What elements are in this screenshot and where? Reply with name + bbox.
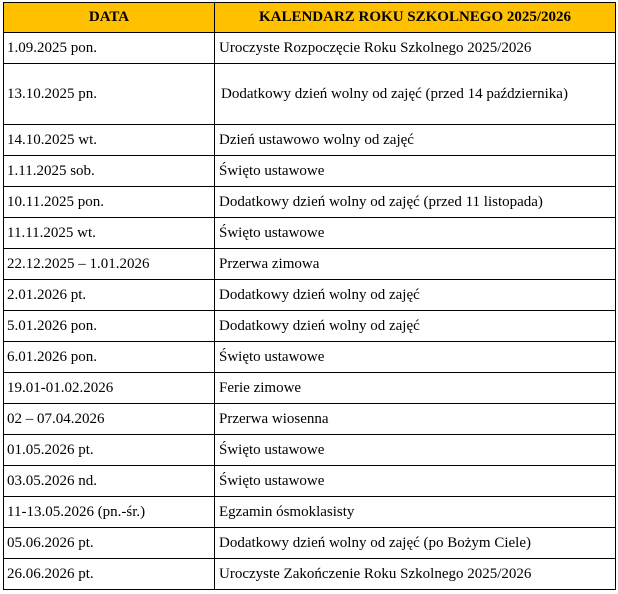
- table-row: [4, 435, 616, 466]
- row-event: Dodatkowy dzień wolny od zajęć: [215, 280, 616, 311]
- row-event: Przerwa zimowa: [215, 249, 616, 280]
- row-date: 11.11.2025 wt.: [4, 218, 215, 249]
- row-date: 5.01.2026 pon.: [4, 311, 215, 342]
- table-row: [4, 311, 616, 342]
- school-year-calendar-table: [3, 2, 616, 590]
- table-row: [4, 497, 616, 528]
- table-row: [4, 156, 616, 187]
- row-date: 19.01-01.02.2026: [4, 373, 215, 404]
- table-row: [4, 218, 616, 249]
- row-event: Dzień ustawowo wolny od zajęć: [215, 125, 616, 156]
- header-date: DATA: [4, 3, 215, 33]
- table-row: [4, 280, 616, 311]
- row-event: Święto ustawowe: [215, 156, 616, 187]
- row-event: Egzamin ósmoklasisty: [215, 497, 616, 528]
- row-event: Dodatkowy dzień wolny od zajęć (po Bożym Ciele): [215, 528, 616, 559]
- row-date: 2.01.2026 pt.: [4, 280, 215, 311]
- row-event: Święto ustawowe: [215, 435, 616, 466]
- table-row: [4, 528, 616, 559]
- row-date: 01.05.2026 pt.: [4, 435, 215, 466]
- table-row: [4, 466, 616, 497]
- row-event: Dodatkowy dzień wolny od zajęć: [215, 311, 616, 342]
- row-event: Święto ustawowe: [215, 466, 616, 497]
- row-event: Przerwa wiosenna: [215, 404, 616, 435]
- row-date: 22.12.2025 – 1.01.2026: [4, 249, 215, 280]
- row-event: Ferie zimowe: [215, 373, 616, 404]
- row-event: Uroczyste Zakończenie Roku Szkolnego 2025/2026: [215, 559, 616, 590]
- header-event: KALENDARZ ROKU SZKOLNEGO 2025/2026: [215, 3, 616, 33]
- row-event: Święto ustawowe: [215, 342, 616, 373]
- table-row: [4, 404, 616, 435]
- table-header-row: [4, 3, 616, 33]
- table-row: [4, 64, 616, 125]
- row-event: [215, 64, 616, 125]
- table-row: [4, 342, 616, 373]
- row-event-text: Dodatkowy dzień wolny od zajęć (przed 14 października): [221, 85, 568, 102]
- row-date: 03.05.2026 nd.: [4, 466, 215, 497]
- row-date: 1.11.2025 sob.: [4, 156, 215, 187]
- table-row: [4, 559, 616, 590]
- row-date: 14.10.2025 wt.: [4, 125, 215, 156]
- table-row: [4, 33, 616, 64]
- row-date: 6.01.2026 pon.: [4, 342, 215, 373]
- table-row: [4, 373, 616, 404]
- row-event: Uroczyste Rozpoczęcie Roku Szkolnego 2025/2026: [215, 33, 616, 64]
- table-row: [4, 125, 616, 156]
- table-row: [4, 187, 616, 218]
- row-event: Dodatkowy dzień wolny od zajęć (przed 11 listopada): [215, 187, 616, 218]
- row-date: 11-13.05.2026 (pn.-śr.): [4, 497, 215, 528]
- row-date: 26.06.2026 pt.: [4, 559, 215, 590]
- row-date: 10.11.2025 pon.: [4, 187, 215, 218]
- row-date: 13.10.2025 pn.: [4, 64, 215, 125]
- row-event: Święto ustawowe: [215, 218, 616, 249]
- table-row: [4, 249, 616, 280]
- row-date: 1.09.2025 pon.: [4, 33, 215, 64]
- row-date: 02 – 07.04.2026: [4, 404, 215, 435]
- row-date: 05.06.2026 pt.: [4, 528, 215, 559]
